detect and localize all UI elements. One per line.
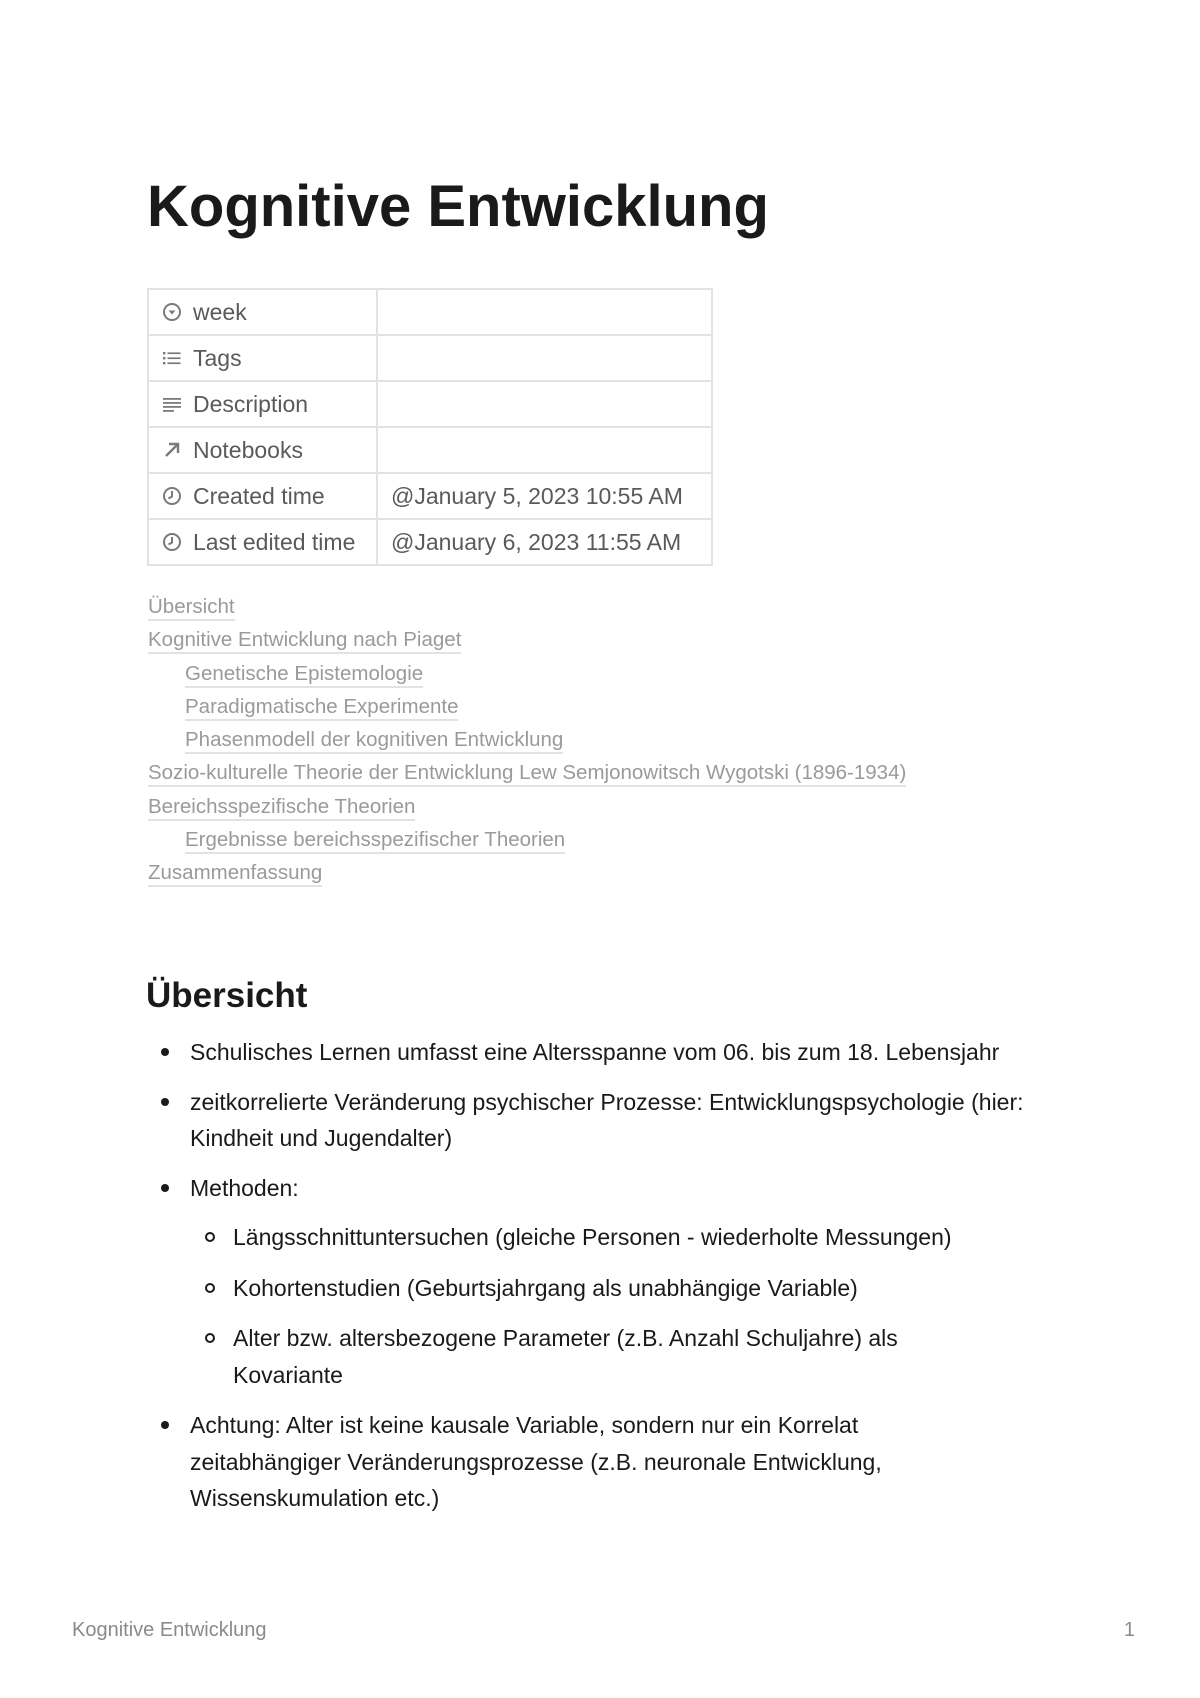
sub-list-item — [146, 1320, 1086, 1393]
bullet-dot — [161, 1421, 169, 1429]
list-item-text: zeitkorrelierte Veränderung psychischer Prozesse: Entwicklungspsychologie (hier: Kindheit und Jugendalter) — [190, 1088, 1024, 1151]
property-row — [148, 427, 712, 473]
list-item — [146, 1407, 1086, 1517]
section-heading: Übersicht — [146, 976, 308, 1015]
property-row — [148, 335, 712, 381]
property-value[interactable] — [377, 381, 712, 427]
clock-icon — [161, 531, 183, 553]
toc-link-phasenmodell[interactable]: Phasenmodell der kognitiven Entwicklung — [148, 725, 1048, 758]
bullet-list — [146, 1034, 1086, 1530]
toc-link-piaget[interactable]: Kognitive Entwicklung nach Piaget — [148, 625, 1048, 658]
properties-table — [147, 288, 713, 566]
property-key-label: Last edited time — [193, 528, 356, 555]
list-icon — [161, 347, 183, 369]
property-key-label: Created time — [193, 482, 325, 509]
property-row — [148, 519, 712, 565]
list-item — [146, 1170, 1086, 1207]
list-item-text: Achtung: Alter ist keine kausale Variable, sondern nur ein Korrelat zeitabhängiger Veränderungsprozesse (z.B. neuronale Entwicklung, Wissenskumulation etc.) — [190, 1412, 882, 1511]
footer-title: Kognitive Entwicklung — [72, 1619, 267, 1641]
sub-list-item — [146, 1270, 1086, 1307]
toc-link-wygotski[interactable]: Sozio-kulturelle Theorie der Entwicklung Lew Semjonowitsch Wygotski (1896-1934) — [148, 758, 1048, 791]
clock-icon — [161, 485, 183, 507]
property-key[interactable] — [148, 427, 377, 473]
property-value[interactable]: @January 5, 2023 10:55 AM — [377, 473, 712, 519]
property-key-label: Description — [193, 390, 309, 417]
list-item-text: Methoden: — [190, 1174, 299, 1201]
property-row — [148, 381, 712, 427]
property-row — [148, 473, 712, 519]
list-item-text: Längsschnittuntersuchen (gleiche Personen - wiederholte Messungen) — [233, 1224, 952, 1250]
toc-link-uebersicht[interactable]: Übersicht — [148, 592, 1048, 625]
sub-list-item — [146, 1219, 1086, 1256]
property-value[interactable]: @January 6, 2023 11:55 AM — [377, 519, 712, 565]
property-value[interactable] — [377, 335, 712, 381]
bullet-circle — [205, 1333, 215, 1343]
bullet-dot — [161, 1184, 169, 1192]
property-row — [148, 289, 712, 335]
select-icon — [161, 301, 183, 323]
list-item-text: Schulisches Lernen umfasst eine Altersspanne vom 06. bis zum 18. Lebensjahr — [190, 1039, 1000, 1065]
bullet-circle — [205, 1232, 215, 1242]
bullet-dot — [161, 1048, 169, 1056]
property-value[interactable] — [377, 289, 712, 335]
list-item-text: Kohortenstudien (Geburtsjahrgang als unabhängige Variable) — [233, 1274, 858, 1301]
toc-link-ergebnisse[interactable]: Ergebnisse bereichsspezifischer Theorien — [148, 825, 1048, 858]
bullet-dot — [161, 1098, 169, 1106]
list-item — [146, 1084, 1086, 1157]
relation-arrow-icon — [161, 439, 183, 461]
property-key-label: Notebooks — [193, 436, 303, 463]
property-key-label: Tags — [193, 344, 242, 371]
toc-link-zusammenfassung[interactable]: Zusammenfassung — [148, 858, 1048, 891]
page-title: Kognitive Entwicklung — [147, 174, 769, 239]
toc-link-genetische-epistemologie[interactable]: Genetische Epistemologie — [148, 659, 1048, 692]
text-icon — [161, 393, 183, 415]
table-of-contents — [148, 592, 1048, 892]
toc-link-bereichsspezifische-theorien[interactable]: Bereichsspezifische Theorien — [148, 792, 1048, 825]
page-number: 1 — [1123, 1619, 1135, 1641]
property-key[interactable] — [148, 381, 377, 427]
list-item-text: Alter bzw. altersbezogene Parameter (z.B. Anzahl Schuljahre) als Kovariante — [233, 1325, 898, 1388]
property-key[interactable] — [148, 473, 377, 519]
property-key[interactable] — [148, 519, 377, 565]
property-key[interactable] — [148, 335, 377, 381]
toc-link-paradigmatische-experimente[interactable]: Paradigmatische Experimente — [148, 692, 1048, 725]
property-key-label: week — [193, 298, 247, 325]
property-key[interactable] — [148, 289, 377, 335]
property-value[interactable] — [377, 427, 712, 473]
bullet-circle — [205, 1283, 215, 1293]
list-item — [146, 1034, 1086, 1071]
